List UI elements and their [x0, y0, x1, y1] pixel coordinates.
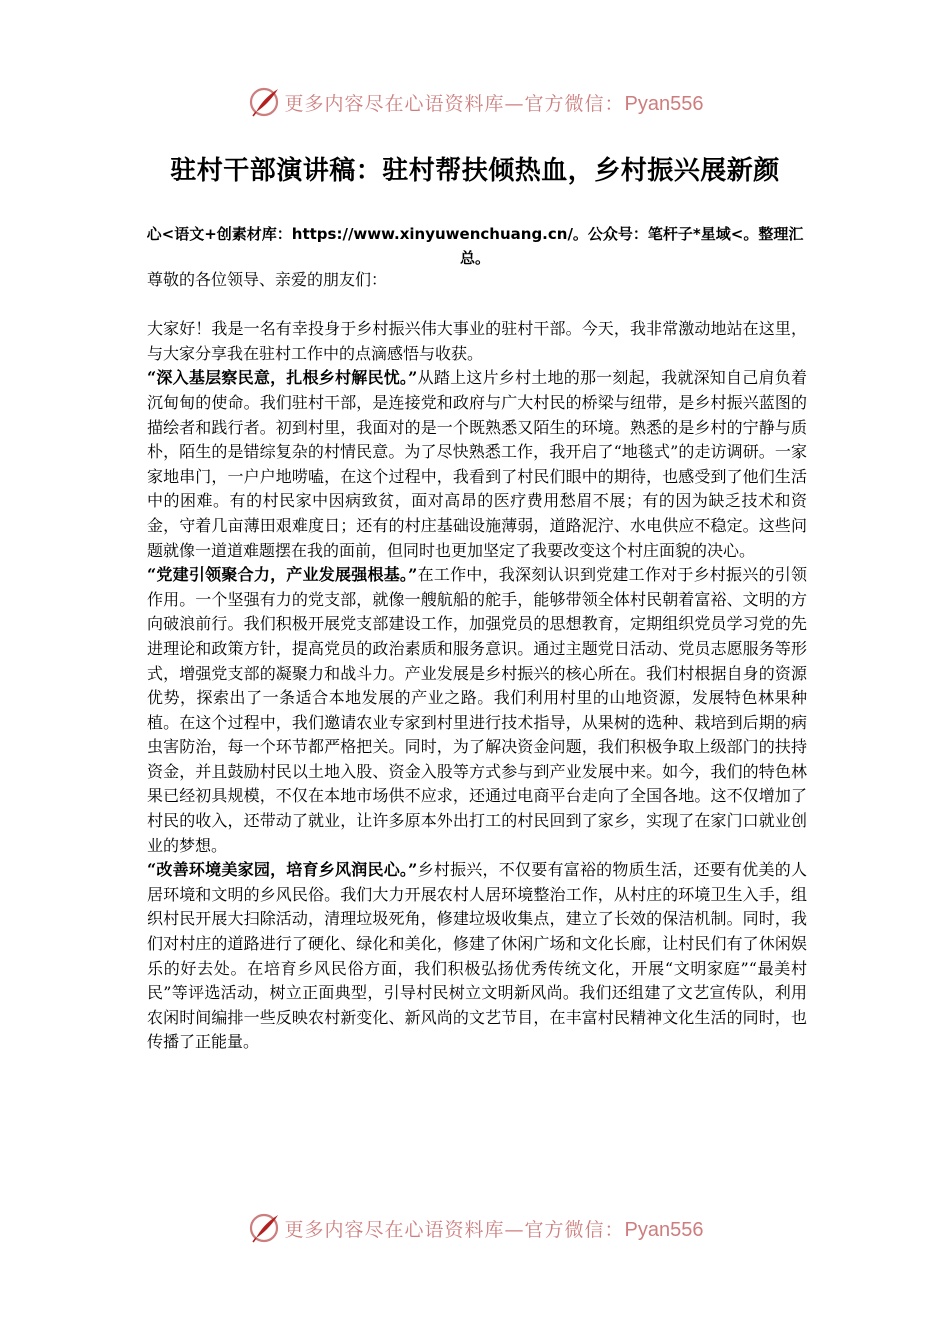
section-heading-3: “改善环境美家园，培育乡风润民心。” — [147, 860, 418, 880]
section-paragraph-1 — [147, 366, 807, 563]
quill-circle-logo-icon — [247, 85, 281, 119]
banner-handle: Pyan556 — [624, 92, 704, 115]
section-heading-1: “深入基层察民意，扎根乡村解民忧。” — [147, 368, 418, 388]
banner-text: 更多内容尽在心语资料库—官方微信：Pyan556 — [284, 92, 704, 115]
section-heading-2: “党建引领聚合力，产业发展强根基。” — [147, 565, 418, 585]
greeting: 尊敬的各位领导、亲爱的朋友们： — [147, 270, 388, 289]
section-paragraph-3 — [147, 858, 807, 1055]
footer-banner — [0, 1208, 950, 1248]
banner-handle: Pyan556 — [624, 1218, 704, 1241]
quill-circle-logo-icon — [247, 1211, 281, 1245]
section-body-2: 在工作中，我深刻认识到党建工作对于乡村振兴的引领作用。一个坚强有力的党支部，就像一艘航船的舵手，能够带领全体村民朝着富裕、文明的方向破浪前行。我们积极开展党支部建设工作，加强党员的思想教育，定期组织党员学习党的先进理论和政策方针，提高党员的政治素质和服务意识。通过主题党日活动、党员志愿服务等形式，增强党支部的凝聚力和战斗力。产业发展是乡村振兴的核心所在。我们村根据自身的资源优势，探索出了一条适合本地发展的产业之路。我们利用村里的山地资源，发展特色林果种植。在这个过程中，我们邀请农业专家到村里进行技术指导，从果树的选种、栽培到后期的病虫害防治，每一个环节都严格把关。同时，为了解决资金问题，我们积极争取上级部门的扶持资金，并且鼓励村民以土地入股、资金入股等方式参与到产业发展中来。如今，我们的特色林果已经初具规模，不仅在本地市场供不应求，还通过电商平台走向了全国各地。这不仅增加了村民的收入，还带动了就业，让许多原本外出打工的村民回到了家乡，实现了在家门口就业创业的梦想。 — [147, 565, 807, 855]
intro-paragraph: 大家好！我是一名有幸投身于乡村振兴伟大事业的驻村干部。今天，我非常激动地站在这里，与大家分享我在驻村工作中的点滴感悟与收获。 — [147, 319, 807, 363]
banner-text: 更多内容尽在心语资料库—官方微信：Pyan556 — [284, 1218, 704, 1241]
section-body-1: 从踏上这片乡村土地的那一刻起，我就深知自己肩负着沉甸甸的使命。我们驻村干部，是连接党和政府与广大村民的桥梁与纽带，是乡村振兴蓝图的描绘者和践行者。初到村里，我面对的是一个既熟悉又陌生的环境。熟悉的是乡村的宁静与质朴，陌生的是错综复杂的村情民意。为了尽快熟悉工作，我开启了“地毯式”的走访调研。一家家地串门，一户户地唠嗑，在这个过程中，我看到了村民们眼中的期待，也感受到了他们生活中的困难。有的村民家中因病致贫，面对高昂的医疗费用愁眉不展；有的因为缺乏技术和资金，守着几亩薄田艰难度日；还有的村庄基础设施薄弱，道路泥泞、水电供应不稳定。这些问题就像一道道难题摆在我的面前，但同时也更加坚定了我要改变这个村庄面貌的决心。 — [147, 368, 807, 560]
blank-line — [147, 293, 807, 318]
source-line: 心<语文+创素材库：https://www.xinyuwenchuang.cn/。公众号：笔杆子*星域<。整理汇总。 — [146, 225, 804, 267]
section-body-3: 乡村振兴，不仅要有富裕的物质生活，还要有优美的人居环境和文明的乡风民俗。我们大力开展农村人居环境整治工作，从村庄的环境卫生入手，组织村民开展大扫除活动，清理垃圾死角，修建垃圾收集点，建立了长效的保洁机制。同时，我们对村庄的道路进行了硬化、绿化和美化，修建了休闲广场和文化长廊，让村民们有了休闲娱乐的好去处。在培育乡风民俗方面，我们积极弘扬优秀传统文化，开展“文明家庭”“最美村民”等评选活动，树立正面典型，引导村民树立文明新风尚。我们还组建了文艺宣传队，利用农闲时间编排一些反映农村新变化、新风尚的文艺节目，在丰富村民精神文化生活的同时，也传播了正能量。 — [147, 860, 807, 1052]
section-paragraph-2 — [147, 563, 807, 858]
document-body — [147, 268, 807, 1055]
header-banner — [0, 82, 950, 122]
page-title: 驻村干部演讲稿：驻村帮扶倾热血，乡村振兴展新颜 — [170, 156, 780, 186]
